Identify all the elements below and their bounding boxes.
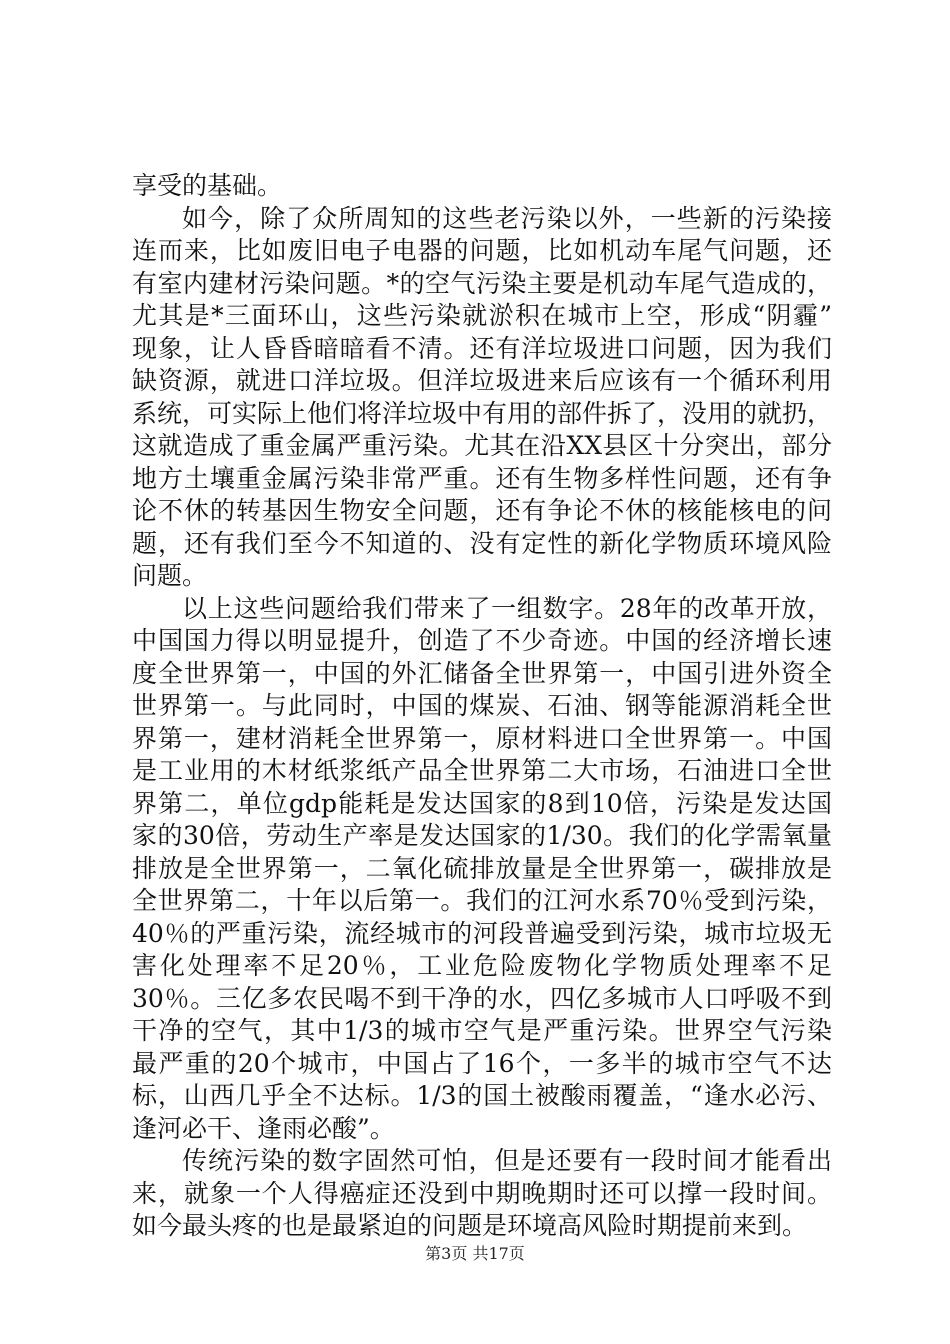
text-line: 30％。三亿多农民喝不到干净的水，四亿多城市人口呼吸不到: [132, 983, 832, 1013]
text-line: 缺资源，就进口洋垃圾。但洋垃圾进来后应该有一个循环利用: [132, 366, 832, 395]
page-footer: [0, 1244, 950, 1264]
text-line: 最严重的20个城市，中国占了16个，一多半的城市空气不达: [132, 1048, 832, 1078]
paragraph-first-line: 如今，除了众所周知的这些老污染以外，一些新的污染接: [182, 203, 832, 233]
text-line: 尤其是*三面环山，这些污染就淤积在城市上空，形成“阴霾”: [132, 301, 832, 330]
text-line: 全世界第二，十年以后第一。我们的江河水系70％受到污染，: [132, 886, 832, 915]
text-line: 如今最头疼的也是最紧迫的问题是环境高风险时期提前来到。: [132, 1211, 808, 1240]
text-line: 界第二，单位gdp能耗是发达国家的8到10倍，污染是发达国: [132, 788, 832, 818]
text-line: 排放是全世界第一，二氧化硫排放量是全世界第一，碳排放是: [132, 853, 832, 883]
paragraph-first-line: 传统污染的数字固然可怕，但是还要有一段时间才能看出: [182, 1146, 832, 1175]
text-line: 是工业用的木材纸浆纸产品全世界第二大市场，石油进口全世: [132, 756, 832, 785]
text-line: 问题。: [132, 561, 208, 590]
text-line: 家的30倍，劳动生产率是发达国家的1/30。我们的化学需氧量: [132, 821, 832, 850]
text-line: 害化处理率不足20％，工业危险废物化学物质处理率不足: [132, 951, 832, 980]
text-line: 界第一，建材消耗全世界第一，原材料进口全世界第一。中国: [132, 723, 832, 753]
text-line: 连而来，比如废旧电子电器的问题，比如机动车尾气问题，还: [132, 236, 832, 265]
text-line: 有室内建材污染问题。*的空气污染主要是机动车尾气造成的，: [132, 268, 832, 298]
document-body: [132, 170, 832, 1243]
text-line: 40％的严重污染，流经城市的河段普遍受到污染，城市垃圾无: [132, 918, 832, 948]
text-line: 享受的基础。: [132, 171, 283, 200]
text-line: 论不休的转基因生物安全问题，还有争论不休的核能核电的问: [132, 496, 832, 525]
text-line: 系统，可实际上他们将洋垃圾中有用的部件拆了，没用的就扔，: [132, 398, 833, 428]
text-line: 题，还有我们至今不知道的、没有定性的新化学物质环境风险: [132, 528, 832, 558]
text-line: 中国国力得以明显提升，创造了不少奇迹。中国的经济增长速: [132, 626, 832, 655]
text-line: 来，就象一个人得癌症还没到中期晚期时还可以撑一段时间。: [132, 1178, 832, 1208]
page-number: 第3页 共17页: [425, 1244, 525, 1263]
text-line: 标，山西几乎全不达标。1/3的国土被酸雨覆盖，“逢水必污、: [132, 1081, 832, 1110]
text-line: 干净的空气，其中1/3的城市空气是严重污染。世界空气污染: [132, 1016, 832, 1045]
text-line: 逢河必干、逢雨必酸”。: [132, 1113, 395, 1143]
text-line: 世界第一。与此同时，中国的煤炭、石油、钢等能源消耗全世: [132, 691, 832, 720]
text-line: 地方土壤重金属污染非常严重。还有生物多样性问题，还有争: [132, 463, 832, 493]
text-line: 现象，让人昏昏暗暗看不清。还有洋垃圾进口问题，因为我们: [132, 333, 832, 363]
paragraph-first-line: 以上这些问题给我们带来了一组数字。28年的改革开放，: [182, 593, 832, 623]
text-line: 这就造成了重金属严重污染。尤其在沿XX县区十分突出，部分: [132, 431, 832, 460]
text-line: 度全世界第一，中国的外汇储备全世界第一，中国引进外资全: [132, 658, 832, 688]
